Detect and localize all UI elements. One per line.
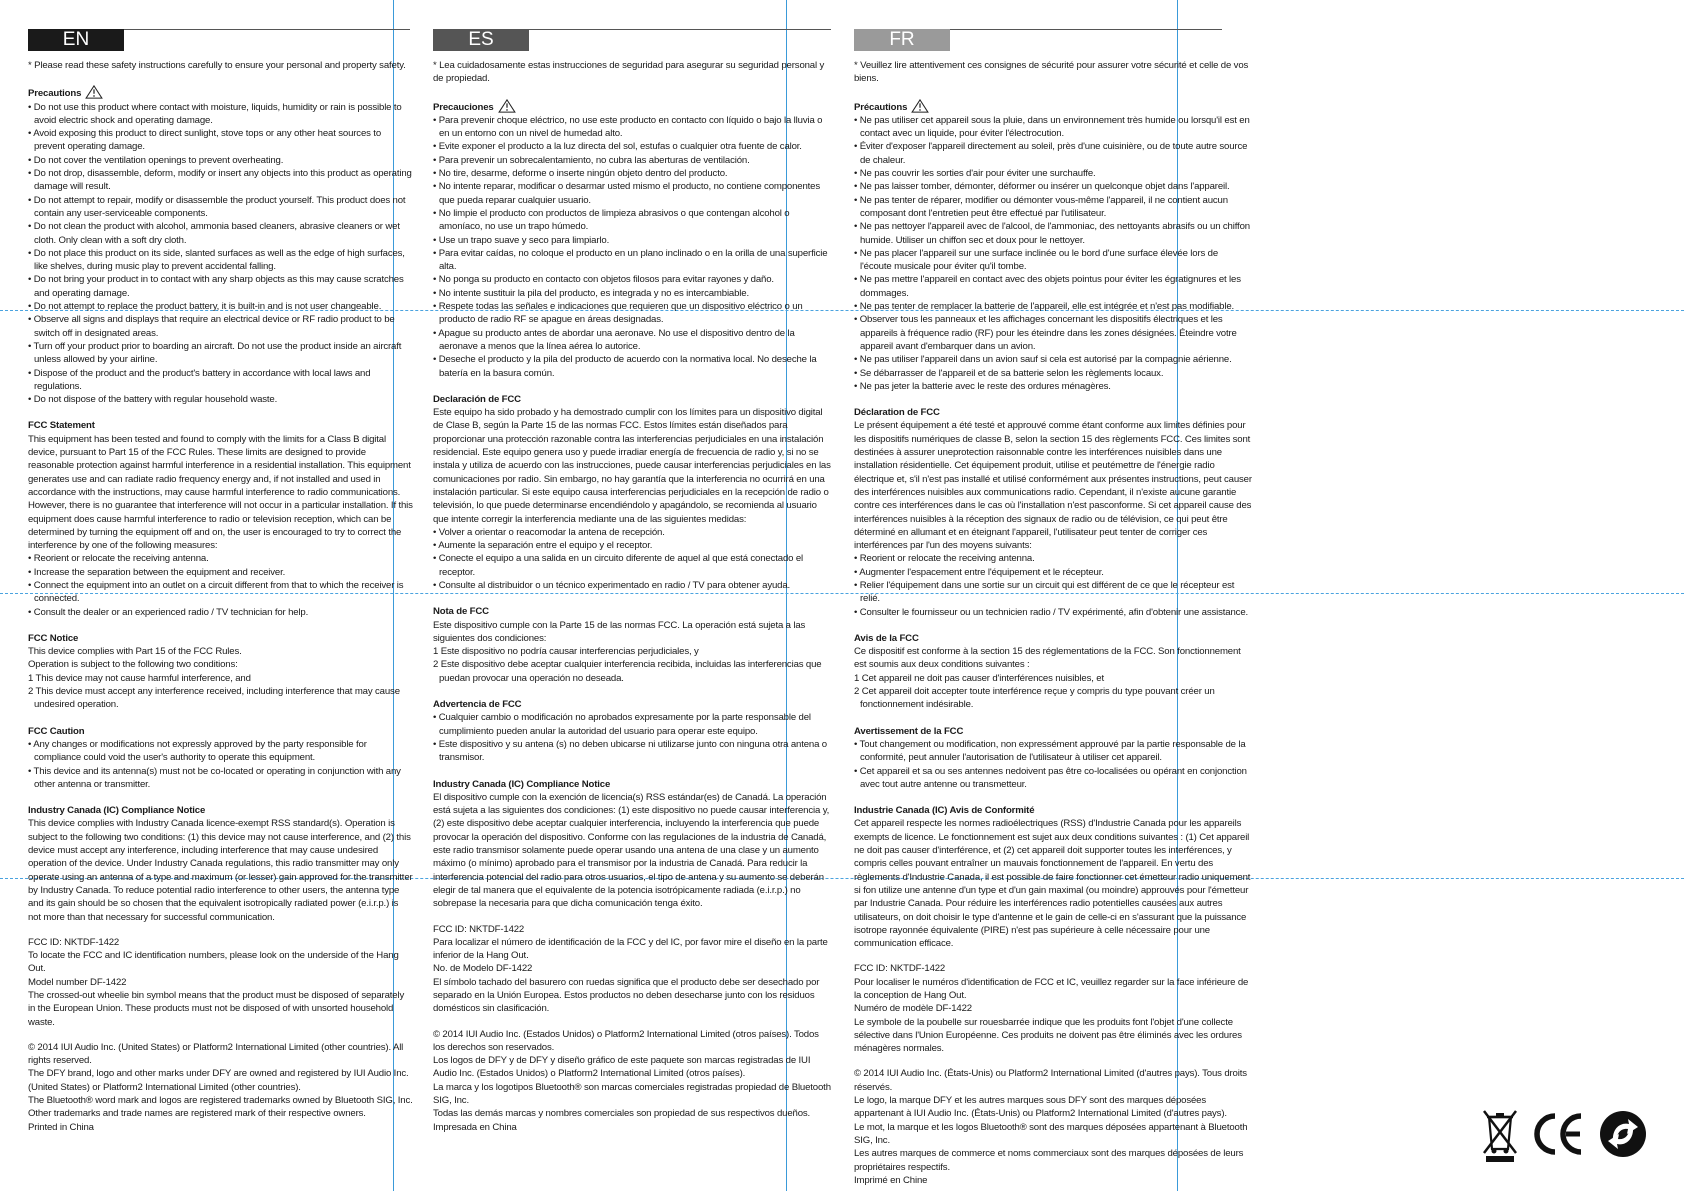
list-item: • Connect the equipment into an outlet on a circuit different from that to which the receiver is connected. [28, 579, 404, 605]
list-item: • Respete todas las señales e indicaciones que requieren que un dispositivo eléctrico o un producto de radio RF se apague en áreas designadas. [433, 301, 803, 326]
precautions-list [28, 101, 413, 407]
legal-line: Le mot, la marque et les logos Bluetooth® sont des marques déposées appartenant à Bluetooth SIG, Inc. [854, 1121, 1248, 1146]
list-item: • Para prevenir choque eléctrico, no use este producto en contacto con líquido o bajo la lluvia o en un entorno con un nivel de humedad alto. [433, 114, 823, 140]
list-item: • Consulte al distribuidor o un técnico experimentado en radio / TV para obtener ayuda. [433, 579, 791, 591]
list-item: • Consult the dealer or an experienced radio / TV technician for help. [28, 606, 309, 618]
list-item: • Para evitar caídas, no coloque el producto en un plano inclinado o en la orilla de una superficie alta. [433, 247, 828, 273]
list-item: • Este dispositivo y su antena (s) no deben ubicarse ni utilizarse junto con ninguna otra antena o transmisor. [433, 738, 827, 764]
language-label-es: ES [433, 29, 529, 51]
fcc-notice-line: 2 Este dispositivo debe aceptar cualquier interferencia recibida, incluidas las interferencias que puedan provocar una operación no deseada. [433, 659, 822, 684]
list-item: • Cualquier cambio o modificación no aprobados expresamente por la parte responsable del cumplimiento pueden anular la autoridad del usuario para operar este equipo. [433, 712, 811, 737]
fcc-notice-line: Ce dispositif est conforme à la section 15 des réglementations de la FCC. Son fonctionnement est soumis aux deux conditions suivantes : [854, 646, 1241, 671]
fcc-statement-heading: Déclaration de FCC [854, 407, 940, 419]
list-item: • Do not bring your product in to contact with any sharp objects as this may cause scratches and operating damage. [28, 274, 404, 299]
list-item: • Cet appareil et sa ou ses antennes nedoivent pas être co-localisées ou opérant en conjonction avec tout autre antenne ou transmetteur. [854, 765, 1247, 790]
fcc-notice-line: 1 This device may not cause harmful interference, and [28, 672, 251, 684]
list-item: • Apague su producto antes de abordar una aeronave. No use el dispositivo dentro de la aeronave a menos que la línea aérea lo autorice. [433, 327, 795, 352]
fcc-notice-line: This device complies with Part 15 of the FCC Rules. [28, 646, 242, 658]
list-item: • Use un trapo suave y seco para limpiarlo. [433, 234, 610, 246]
content-es [433, 59, 831, 1134]
list-item: • Consulter le fournisseur ou un technicien radio / TV expérimenté, afin d'obtenir une assistance. [854, 606, 1249, 618]
ic-text: Cet appareil respecte les normes radioélectriques (RSS) d'Industrie Canada pour les appareils exempts de licence. Le fonctionnement est sujet aux deux conditions suivantes : (1) Cet appareil ne doit pas causer d'interférence, et (2) cet appareil doit supporter toutes les interférences, y compris celles pouvant entraîner un mauvais fonctionnement de l'appareil. En vertu des règlements d'Industrie Canada, il est possible de faire fonctionner cet émetteur radio uniquement si fon utilize une antenne d'un type et d'un gain maximal (ou moindre) approuvés pour l'émetteur par Industrie Canada. Pour réduire les interférences radio potentielles causées aux autres utilisateurs, on doit choisir le type d'antenne et le gain de celle-ci en s'assurant que la puissance isotrope rayonnée équivalente (PIRE) n'est pas supérieure à celle nécessaire pour une communication efficace. [854, 818, 1251, 950]
fcc-id-line: FCC ID: NKTDF-1422 [28, 936, 120, 948]
list-item: • Relier l'équipement dans une sortie sur un circuit qui est différent de ce que le récepteur est relié. [854, 579, 1235, 605]
legal-line: Los logos de DFY y de DFY y diseño gráfico de este paquete son marcas registradas de IUI Audio Inc. (Estados Unidos) o Platform2 International Limited (otros países). [433, 1055, 811, 1080]
list-item: • Ne pas utiliser l'appareil dans un avion sauf si cela est autorisé par la compagnie aérienne. [854, 354, 1232, 366]
fcc-notice-line: 2 Cet appareil doit accepter toute interférence reçue y compris du type pouvant créer un fonctionnement indésirable. [854, 686, 1215, 711]
legal-line: © 2014 IUI Audio Inc. (États-Unis) ou Platform2 International Limited (d'autres pays). Tous droits réservés. [854, 1068, 1247, 1093]
precautions-list [433, 114, 831, 380]
fcc-caution-heading: FCC Caution [28, 725, 85, 737]
list-item: • Do not cover the ventilation openings to prevent overheating. [28, 154, 284, 166]
precautions-heading: Précautions [854, 99, 1252, 114]
fcc-id-line: FCC ID: NKTDF-1422 [433, 923, 525, 935]
intro-text: * Veuillez lire attentivement ces consignes de sécurité pour assurer votre sécurité et celle de vos biens. [854, 60, 1249, 85]
list-item: • Do not drop, disassemble, deform, modify or insert any objects into this product as operating damage will result. [28, 168, 412, 193]
warning-triangle-icon [85, 85, 103, 99]
fcc-notice-line: 1 Este dispositivo no podría causar interferencias perjudiciales, y [433, 646, 699, 658]
content-fr [854, 59, 1252, 1187]
fcc-notice-heading: Nota de FCC [433, 606, 489, 618]
list-item: • Tout changement ou modification, non expressément approuvé par la partie responsable de la conformité, peut annuler l'autorisation de l'utilisateur à utiliser cet appareil. [854, 738, 1246, 764]
list-item: • Se débarrasser de l'appareil et de sa batterie selon les règlements locaux. [854, 367, 1164, 379]
legal-line: © 2014 IUI Audio Inc. (United States) or Platform2 International Limited (other countries). All rights reserved. [28, 1041, 404, 1067]
fcc-notice-heading: FCC Notice [28, 632, 79, 644]
ic-heading: Industry Canada (IC) Compliance Notice [433, 778, 611, 790]
list-item: • Do not dispose of the battery with regular household waste. [28, 394, 278, 406]
fcc-caution-heading: Avertissement de la FCC [854, 725, 964, 737]
list-item: • Conecte el equipo a una salida en un circuito diferente de aquel al que está conectado el receptor. [433, 553, 803, 578]
legal-line: Le logo, la marque DFY et les autres marques sous DFY sont des marques déposées appartenant à IUI Audio Inc. (États-Unis) ou Platform2 International Limited (d'autres pays). [854, 1095, 1227, 1120]
ic-heading: Industry Canada (IC) Compliance Notice [28, 805, 206, 817]
fcc-id-line: Para localizar el número de identificación de la FCC y del IC, por favor mire el diseño en la parte inferior de la Hang Out. [433, 936, 828, 962]
list-item: • Augmenter l'espacement entre l'équipement et le récepteur. [854, 566, 1104, 578]
list-item: • Observe all signs and displays that require an electrical device or RF radio product to be switch off in designated areas. [28, 314, 395, 339]
fcc-id-line: Model number DF-1422 [28, 976, 127, 988]
list-item: • Ne pas laisser tomber, démonter, déformer ou insérer un quelconque objet dans l'appareil. [854, 181, 1230, 193]
list-item: • Ne pas tenter de réparer, modifier ou démonter vous-même l'appareil, il ne contient aucun composant dont l'entretien peut être effectué par l'utilisateur. [854, 194, 1228, 219]
list-item: • Do not place this product on its side, slanted surfaces as well as the edge of high surfaces, like shelves, during music play to prevent accidental falling. [28, 247, 405, 273]
fcc-notice-line: 2 This device must accept any interference received, including interference that may cause undesired operation. [28, 686, 400, 711]
legal-line: Todas las demás marcas y nombres comerciales son propiedad de sus respectivos dueños. [433, 1108, 811, 1120]
fcc-id-line: FCC ID: NKTDF-1422 [854, 963, 946, 975]
precautions-heading: Precauciones [433, 99, 831, 114]
fcc-statement-heading: Declaración de FCC [433, 393, 521, 405]
fcc-id-line: Le symbole de la poubelle sur rouesbarrée indique que les produits font l'objet d'une collecte sélective dans l'Union Européenne. Ces produits ne doivent pas être éliminés avec les ordures ménagères normales. [854, 1016, 1242, 1055]
intro-text: * Lea cuidadosamente estas instrucciones de seguridad para asegurar su seguridad personal y de propiedad. [433, 60, 825, 85]
list-item: • Para prevenir un sobrecalentamiento, no cubra las aberturas de ventilación. [433, 154, 750, 166]
list-item: • Do not attempt to repair, modify or disassemble the product yourself. This product does not contain any user-serviceable components. [28, 194, 406, 219]
list-item: • Do not clean the product with alcohol, ammonia based cleaners, abrasive cleaners or wet cloth. Only clean with a soft dry cloth. [28, 221, 400, 246]
fcc-caution-heading: Advertencia de FCC [433, 699, 522, 711]
language-label-en: EN [28, 29, 124, 51]
fcc-statement-heading: FCC Statement [28, 420, 95, 432]
list-item: • Volver a orientar o reacomodar la antena de recepción. [433, 526, 665, 538]
list-item: • Reorient or relocate the receiving antenna. [854, 553, 1035, 565]
fcc-notice-line: Este dispositivo cumple con la Parte 15 de las normas FCC. La operación está sujeta a las siguientes dos condiciones: [433, 619, 806, 644]
certification-marks [1480, 1105, 1670, 1165]
content-en [28, 59, 413, 1134]
list-item: • Ne pas utiliser cet appareil sous la pluie, dans un environnement très humide ou lorsqu'il est en contact avec un liquide, pour éviter l'électrocution. [854, 114, 1250, 140]
fcc-id-line: Numéro de modèle DF-1422 [854, 1003, 972, 1015]
list-item: • Increase the separation between the equipment and receiver. [28, 566, 286, 578]
list-item: • Éviter d'exposer l'appareil directement au soleil, près d'une cuisinière, ou de toute autre source de chaleur. [854, 141, 1248, 166]
fcc-id-line: No. de Modelo DF-1422 [433, 963, 533, 975]
recycling-green-dot-icon [1598, 1109, 1648, 1159]
list-item: • Ne pas tenter de remplacer la batterie de l'appareil, elle est intégrée et n'est pas modifiable. [854, 301, 1235, 313]
fcc-statement-text: Le présent équipement a été testé et approuvé comme étant conforme aux limites définies pour les dispositifs numériques de classe B, selon la section 15 des règlements FCC. Ces limites sont destinées à assurer uneprotection raisonnable contre les interférences nuisibles dans une installation résidentielle. Cet équipement produit, utilise et peutémettre de l'énergie radio électrique et, s'il n'est pas installé et utilisé conformément aux présentes instructions, peut causer des interférences nuisibles aux communications radio. Cependant, il n'existe aucune garantie contre ces interférences dans le cas où l'installation n'est pasconforme. Si cet appareil cause des interférences nuisibles à la réception des signaux de radio ou de télévision, ce qui peut être déterminé en allumant et en éteignant l'appareil, l'utilisateur peut tenter de corriger ces interférences par l'un des moyens suivants: [854, 420, 1252, 552]
ce-mark-icon [1533, 1113, 1585, 1155]
column-es [433, 0, 831, 1191]
list-item: • This device and its antenna(s) must not be co-located or operating in conjunction with any other antenna or transmitter. [28, 765, 401, 790]
warning-triangle-icon [911, 99, 929, 113]
list-item: • Ne pas couvrir les sorties d'air pour éviter une surchauffe. [854, 168, 1096, 180]
legal-line: The DFY brand, logo and other marks under DFY are owned and registered by IUI Audio Inc. (United States) or Platform2 International Limited (other countries). [28, 1068, 409, 1093]
list-item: • Aumente la separación entre el equipo y el receptor. [433, 540, 653, 552]
fcc-statement-text: Este equipo ha sido probado y ha demostrado cumplir con los límites para un dispositivo digital de Clase B, según la Parte 15 de las normas FCC. Estos límites están diseñados para proporcionar una protección razonable contra las interferencias perjudiciales en una instalación residencial. Este equipo genera uso y puede irradiar energía de frecuencia de radio y, si no se instala y utiliza de acuerdo con las instrucciones, puede causar interferencias perjudiciales en las comunicaciones por radio. Sin embargo, no hay garantía que la interferencia no ocurrirá en una instalación particular. Si este equipo causa interferencias perjudiciales en la recepción de radio o televisión, lo que puede determinarse encendiéndolo y apagándolo, se recomienda al usuario que intente corregir la interferencia mediante una de las siguientes medidas: [433, 407, 831, 525]
legal-line: La marca y los logotipos Bluetooth® son marcas comerciales registradas propiedad de Bluetooth SIG, Inc. [433, 1081, 831, 1107]
legal-line: Printed in China [28, 1121, 94, 1133]
fcc-id-line: To locate the FCC and IC identification numbers, please look on the underside of the Hang Out. [28, 950, 399, 975]
list-item: • Ne pas mettre l'appareil en contact avec des objets pointus pour éviter les égratignures et les dommages. [854, 274, 1241, 299]
list-item: • Observer tous les panneaux et les affichages concernant les dispositifs électriques et les appareils à fréquence radio (RF) pour les éteindre dans les zones désignées. Éteindre votre appareil avant d'embarquer dans un avion. [854, 314, 1237, 352]
fcc-id-line: El símbolo tachado del basurero con ruedas significa que el producto debe ser desechado por separado en la Unión Europea. Estos productos no deben desecharse junto con los residuos domésticos sin clasificación. [433, 976, 820, 1015]
list-item: • No limpie el producto con productos de limpieza abrasivos o que contengan alcohol o amoníaco, no use un trapo húmedo. [433, 207, 790, 233]
list-item: • Deseche el producto y la pila del producto de acuerdo con la normativa local. No deseche la batería en la basura común. [433, 354, 817, 379]
fcc-notice-line: 1 Cet appareil ne doit pas causer d'interférences nuisibles, et [854, 672, 1104, 684]
list-item: • Ne pas placer l'appareil sur une surface inclinée ou le bord d'une surface élevée lors de l'écoute musicale pour éviter qu'il tombe. [854, 247, 1219, 273]
precautions-heading: Precautions [28, 85, 413, 100]
legal-line: Impresada en China [433, 1121, 517, 1133]
precautions-list [854, 114, 1252, 393]
ic-text: El dispositivo cumple con la exención de licencia(s) RSS estándar(es) de Canadá. La operación está sujeta a las siguientes dos condiciones: (1) este dispositivo no puede causar interferencia y, (2) este dispositivo debe aceptar cualquier interferencia, incluyendo la interferencia que puede provocar la operación del dispositivo. Conforme con las regulaciones de la industria de Canadá, este radio transmisor solamente puede operar usando una antena de una clase y un aumento máximo (o mínimo) aprobado para el transmisor por la industria de Canadá. Para reducir la interferencia potencial del radio para otros usuarios, el tipo de antena y su aumento se deberán elegir de tal manera que el equivalente de la potencia isotrópicamente radiada (e.i.r.p.) no sobrepase la necesaria para que dicha comunicación tenga éxito. [433, 791, 830, 910]
fcc-notice-heading: Avis de la FCC [854, 632, 919, 644]
list-item: • No intente sustituir la pila del producto, es integrada y no es intercambiable. [433, 287, 749, 299]
language-label-fr: FR [854, 29, 950, 51]
legal-line: The Bluetooth® word mark and logos are registered trademarks owned by Bluetooth SIG, Inc. Other trademarks and trade names are registered mark of their respective owners. [28, 1095, 413, 1120]
fcc-notice-line: Operation is subject to the following two conditions: [28, 659, 238, 671]
list-item: • No intente reparar, modificar o desarmar usted mismo el producto, no contiene componentes que pueda reparar cualquier usuario. [433, 181, 820, 206]
legal-line: © 2014 IUI Audio Inc. (Estados Unidos) o Platform2 International Limited (otros países). Todos los derechos son reservados. [433, 1028, 819, 1053]
list-item: • Dispose of the product and the product's battery in accordance with local laws and regulations. [28, 367, 371, 392]
intro-text: * Please read these safety instructions carefully to ensure your personal and property safety. [28, 60, 406, 71]
ic-text: This device complies with Industry Canada licence-exempt RSS standard(s). Operation is subject to the following two conditions: (1) this device may not cause interference, and (2) this device must accept any interference, including interference that may cause undesired operation of the device. Under Industry Canada regulations, this radio transmitter may only operate using an antenna of a type and maximum (or lesser) gain approved for the transmitter by Industry Canada. To reduce potential radio interference to other users, the antenna type and its gain should be so chosen that the equivalent isotropically radiated power (e.i.r.p.) is not more than that necessary for successful communication. [28, 818, 413, 923]
list-item: • No tire, desarme, deforme o inserte ningún objeto dentro del producto. [433, 168, 728, 180]
list-item: • Do not attempt to replace the product battery, it is built-in and is not user changeable. [28, 301, 382, 313]
fcc-id-line: The crossed-out wheelie bin symbol means that the product must be disposed of separately in the European Union. These products must not be disposed of with unsorted household waste. [28, 990, 405, 1028]
fcc-id-line: Pour localiser le numéros d'identification de FCC et IC, veuillez regarder sur la face inférieure de la conception de Hang Out. [854, 976, 1249, 1001]
crossed-out-wheelie-bin-icon [1480, 1105, 1520, 1163]
legal-line: Les autres marques de commerce et noms commerciaux sont des marques déposées de leurs propriétaires respectifs. [854, 1148, 1244, 1173]
warning-triangle-icon [498, 99, 516, 113]
list-item: • Evite exponer el producto a la luz directa del sol, estufas o cualquier otra fuente de calor. [433, 141, 802, 153]
list-item: • Avoid exposing this product to direct sunlight, stove tops or any other heat sources to prevent operating damage. [28, 128, 382, 153]
list-item: • Any changes or modifications not expressly approved by the party responsible for compliance could void the user's authority to operate this equipment. [28, 738, 367, 764]
list-item: • Reorient or relocate the receiving antenna. [28, 553, 209, 565]
list-item: • Ne pas nettoyer l'appareil avec de l'alcool, de l'ammoniac, des nettoyants abrasifs ou un chiffon humide. Utiliser un chiffon sec et doux pour le nettoyer. [854, 221, 1250, 246]
fcc-statement-text: This equipment has been tested and found to comply with the limits for a Class B digital device, pursuant to Part 15 of the FCC Rules. These limits are designed to provide reasonable protection against harmful interference in a residential installation. This equipment generates use and can radiate radio frequency energy and, if not installed and used in accordance with the instructions, may cause harmful interference to radio communications. However, there is no guarantee that interference will not occur in a particular installation. If this equipment does cause harmful interference to radio or television reception, which can be determined by turning the equipment off and on, the user is encouraged to try to correct the interference by one of the following measures: [28, 433, 413, 552]
list-item: • No ponga su producto en contacto con objetos filosos para evitar rayones y daño. [433, 274, 774, 286]
legal-line: Imprimé en Chine [854, 1174, 928, 1186]
column-fr [854, 0, 1252, 1191]
list-item: • Do not use this product where contact with moisture, liquids, humidity or rain is possible to avoid electric shock and operating damage. [28, 101, 402, 126]
list-item: • Turn off your product prior to boarding an aircraft. Do not use the product inside an aircraft unless allowed by your airline. [28, 340, 402, 366]
list-item: • Ne pas jeter la batterie avec le reste des ordures ménagères. [854, 380, 1111, 392]
ic-heading: Industrie Canada (IC) Avis de Conformité [854, 805, 1035, 817]
column-en [28, 0, 413, 1191]
